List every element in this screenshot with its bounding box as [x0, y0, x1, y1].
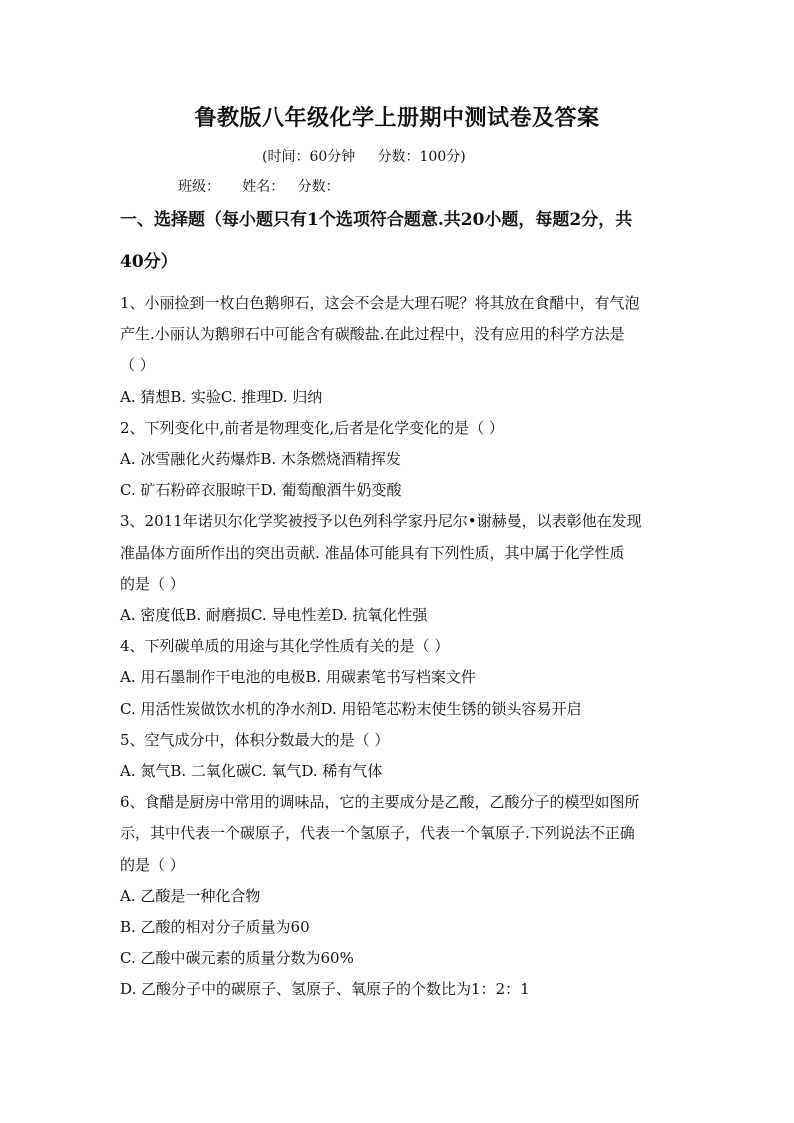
option-line: D. 乙酸分子中的碳原子、氢原子、氧原子的个数比为1：2：1: [120, 980, 530, 999]
text-line: 6、食醋是厨房中常用的调味品，它的主要成分是乙酸，乙酸分子的模型如图所: [120, 793, 640, 812]
option-line: A. 乙酸是一种化合物: [120, 886, 261, 905]
page-title: 鲁教版八年级化学上册期中测试卷及答案: [194, 105, 600, 131]
text-line: （ ）: [120, 356, 155, 375]
option-line: A. 猜想B. 实验C. 推理D. 归纳: [120, 387, 323, 406]
text-line: 3、2011年诺贝尔化学奖被授予以色列科学家丹尼尔•谢赫曼，以表彰他在发现: [120, 512, 642, 531]
option-line: C. 乙酸中碳元素的质量分数为60%: [120, 949, 354, 968]
text-line: 的是（ ）: [120, 574, 185, 593]
text-line: 4、下列碳单质的用途与其化学性质有关的是（ ）: [120, 637, 450, 656]
text-line: 5、空气成分中，体积分数最大的是（ ）: [120, 730, 390, 749]
text-line: 准晶体方面所作出的突出贡献. 准晶体可能具有下列性质，其中属于化学性质: [120, 543, 625, 562]
question-list: [120, 288, 680, 1006]
section-heading-continued: 40分）: [120, 252, 178, 272]
option-line: C. 矿石粉碎衣服晾干D. 葡萄酿酒牛奶变酸: [120, 481, 402, 500]
option-line: A. 氮气B. 二氧化碳C. 氧气D. 稀有气体: [120, 762, 383, 781]
text-line: 的是（ ）: [120, 855, 185, 874]
option-line: A. 冰雪融化火药爆炸B. 木条燃烧酒精挥发: [120, 450, 401, 469]
student-info-line: 班级： 姓名： 分数：: [178, 179, 340, 195]
text-line: 1、小丽捡到一枚白色鹅卵石，这会不会是大理石呢？将其放在食醋中，有气泡: [120, 294, 640, 312]
option-line: A. 密度低B. 耐磨损C. 导电性差D. 抗氧化性强: [120, 606, 428, 625]
text-line: 产生.小丽认为鹅卵石中可能含有碳酸盐.在此过程中，没有应用的科学方法是: [120, 325, 625, 344]
option-line: B. 乙酸的相对分子质量为60: [120, 918, 310, 937]
text-line: 示，其中代表一个碳原子，代表一个氢原子，代表一个氧原子.下列说法不正确: [120, 824, 635, 843]
exam-time-score: (时间：60分钟 分数：100分): [262, 149, 466, 165]
option-line: A. 用石墨制作干电池的电极B. 用碳素笔书写档案文件: [120, 668, 476, 687]
option-line: C. 用活性炭做饮水机的净水剂D. 用铅笔芯粉末使生锈的锁头容易开启: [120, 699, 582, 718]
section-heading: 一、选择题（每小题只有1个选项符合题意.共20小题，每题2分，共: [120, 210, 633, 230]
text-line: 2、下列变化中,前者是物理变化,后者是化学变化的是（ ）: [120, 418, 504, 437]
